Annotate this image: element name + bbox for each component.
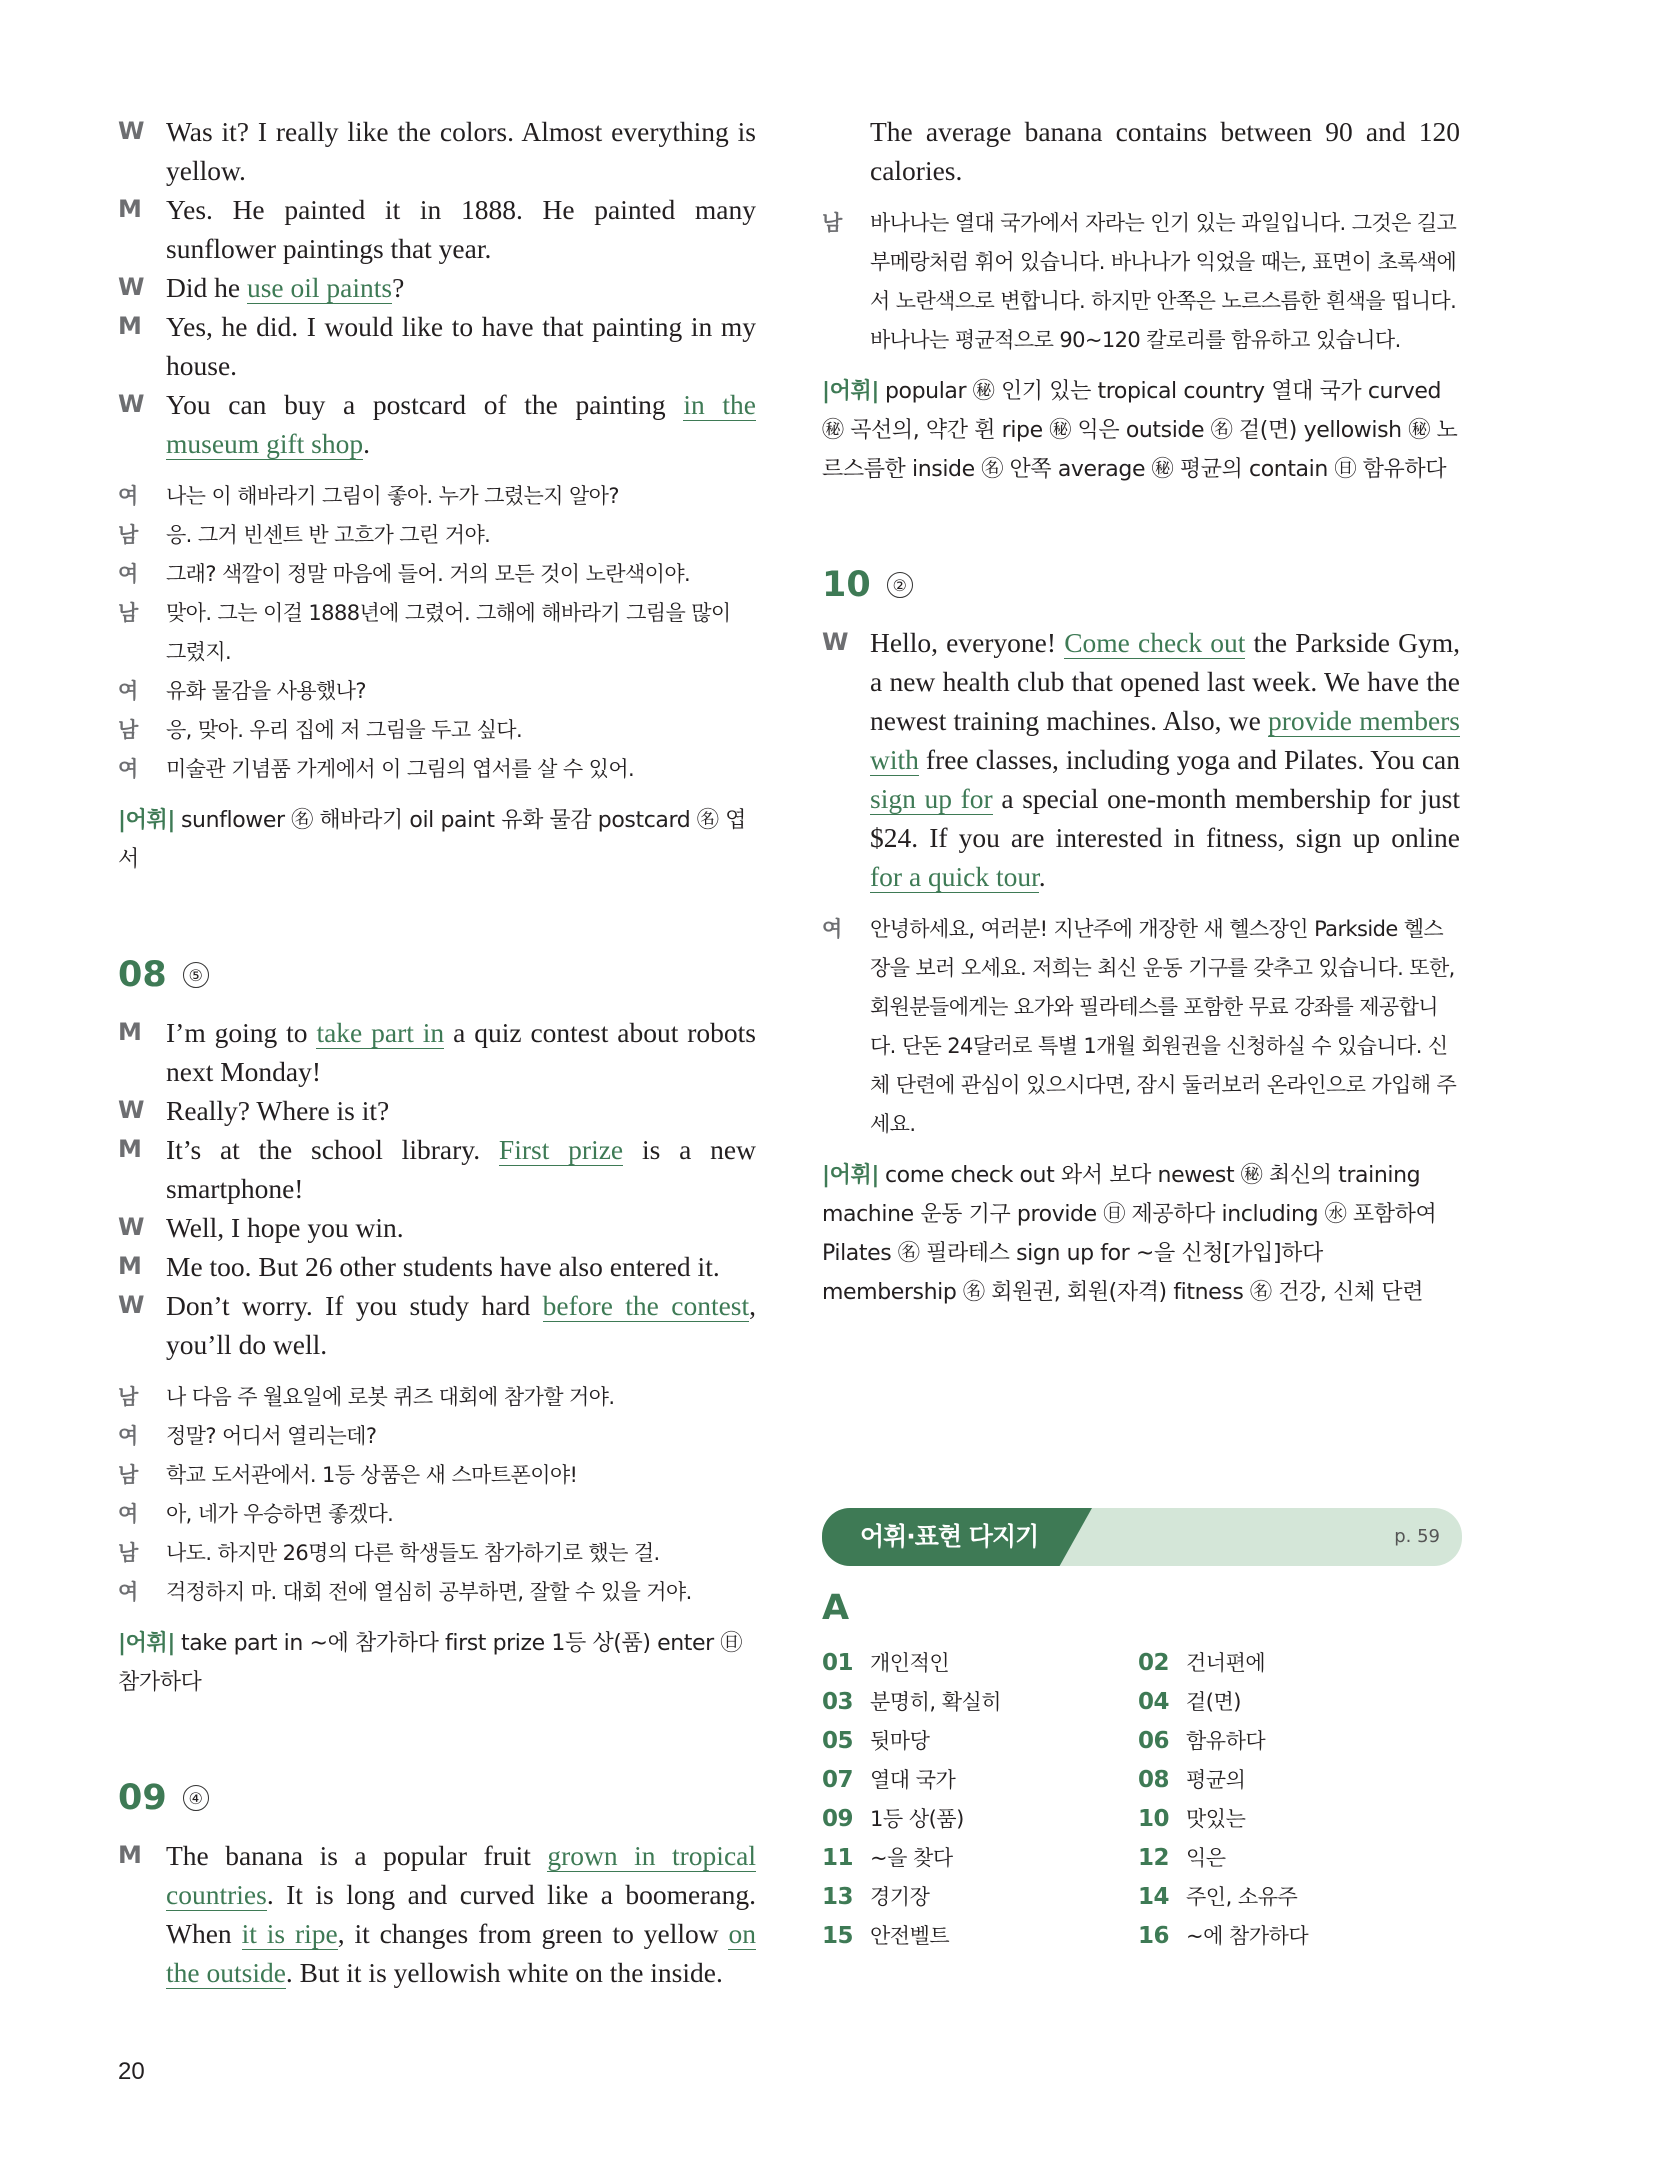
speaker-label: 여 <box>118 757 139 781</box>
text-segment: The average banana contains between 90 and 120 calories. <box>870 116 1460 186</box>
item-text: 주인, 소유주 <box>1186 1885 1298 1909</box>
banner-title: 어휘·표현 다지기 <box>860 1522 1039 1551</box>
speaker-label: M <box>118 1252 142 1280</box>
translation-text: 응, 맞아. 우리 집에 저 그림을 두고 싶다. <box>166 718 523 742</box>
dialog-line <box>118 1208 756 1247</box>
answer-item <box>822 1683 1138 1722</box>
item-number: 14 <box>1138 1884 1170 1910</box>
translation-line <box>118 477 756 516</box>
answer-marker: ② <box>887 572 913 598</box>
answer-item <box>1138 1878 1382 1917</box>
text-segment: a special one-month membership for just $24. If you are interested in fitness, sign up online <box>870 783 1460 853</box>
text-segment: Well, I hope you win. <box>166 1212 404 1243</box>
vocab-tag: |어휘| <box>822 379 879 404</box>
item-text: 함유하다 <box>1186 1729 1266 1753</box>
question-09-header <box>118 1770 756 1826</box>
speaker-label: 남 <box>118 718 139 742</box>
dialog-text <box>870 623 1460 896</box>
item-text: 겉(면) <box>1186 1690 1241 1714</box>
item-number: 13 <box>822 1884 854 1910</box>
speaker-label: W <box>822 628 849 656</box>
question-number: 10 <box>822 565 871 605</box>
item-number: 04 <box>1138 1689 1170 1715</box>
vocab-07 <box>118 801 756 879</box>
dialog-07 <box>118 112 756 463</box>
dialog-text <box>166 1091 756 1130</box>
text-segment: Yes, he did. I would like to have that painting in my house. <box>166 311 756 381</box>
dialog-text <box>166 268 756 307</box>
translation-line <box>118 1417 756 1456</box>
dialog-line <box>118 268 756 307</box>
dialog-text <box>166 1247 756 1286</box>
item-text: 경기장 <box>870 1885 930 1909</box>
answer-item <box>1138 1722 1382 1761</box>
item-text: 익은 <box>1186 1846 1226 1870</box>
item-number: 10 <box>1138 1806 1170 1832</box>
vocab-text: take part in ~에 참가하다 first prize 1등 상(품) enter ㊐ 참가하다 <box>118 1631 742 1695</box>
item-text: 분명히, 확실히 <box>870 1690 1002 1714</box>
vocab-10 <box>822 1156 1460 1312</box>
section-label: A <box>822 1588 850 1628</box>
item-text: ~을 찾다 <box>870 1846 953 1870</box>
translation-08 <box>118 1378 756 1612</box>
speaker-label: M <box>118 1135 142 1163</box>
item-number: 16 <box>1138 1923 1170 1949</box>
speaker-label: 남 <box>118 1463 139 1487</box>
speaker-label: 여 <box>118 1580 139 1604</box>
text-segment: , it changes from green to yellow <box>337 1918 729 1949</box>
speaker-label: 여 <box>118 1502 139 1526</box>
question-10-header <box>822 557 1460 613</box>
text-segment: ? <box>392 272 405 303</box>
speaker-label: 남 <box>822 211 843 235</box>
dialog-text <box>166 1836 756 1992</box>
text-segment: is a new smartphone! <box>166 1134 756 1204</box>
key-expression: it is ripe <box>241 1918 338 1949</box>
item-number: 15 <box>822 1923 854 1949</box>
answer-item <box>822 1839 1138 1878</box>
translation-text: 안녕하세요, 여러분! 지난주에 개장한 새 헬스장인 Parkside 헬스장을 보러 오세요. 저희는 최신 운동 기구를 갖추고 있습니다. 또한, 회원분들에게는 요가와 필라테스를 포함한 무료 강좌를 제공합니다. 단돈 24달러로 특별 1개월 회원권을 신청하실 수 있습니다. 신체 단련에 관심이 있으시다면, 잠시 둘러보러 온라인으로 가입해 주세요. <box>870 917 1457 1136</box>
key-expression: for a quick tour <box>870 861 1039 892</box>
item-text: 맛있는 <box>1186 1807 1246 1831</box>
text-segment: The banana is a popular fruit <box>166 1840 548 1871</box>
translation-text: 나도. 하지만 26명의 다른 학생들도 참가하기로 했는 걸. <box>166 1541 660 1565</box>
answer-item <box>822 1644 1138 1683</box>
item-text: ~에 참가하다 <box>1186 1924 1309 1948</box>
item-number: 12 <box>1138 1845 1170 1871</box>
translation-10 <box>822 910 1460 1144</box>
translation-text: 학교 도서관에서. 1등 상품은 새 스마트폰이야! <box>166 1463 578 1487</box>
translation-text: 유화 물감을 사용했나? <box>166 679 366 703</box>
key-expression: provide members with <box>870 705 1461 775</box>
speaker-label: M <box>118 195 142 223</box>
dialog-text <box>166 190 756 268</box>
dialog-line <box>118 1013 756 1091</box>
translation-line <box>118 711 756 750</box>
item-number: 09 <box>822 1806 854 1832</box>
vocab-text: sunflower ㊔ 해바라기 oil paint 유화 물감 postcard ㊔ 엽서 <box>118 808 746 872</box>
key-expression: grown in tropical countries <box>166 1840 756 1910</box>
speaker-label: W <box>118 390 145 418</box>
dialog-line <box>118 1836 756 1992</box>
dialog-text <box>166 385 756 463</box>
item-number: 06 <box>1138 1728 1170 1754</box>
right-column <box>822 112 1460 1312</box>
vocab-tag: |어휘| <box>118 1631 175 1656</box>
text-segment: . <box>363 428 370 459</box>
item-number: 03 <box>822 1689 854 1715</box>
item-number: 08 <box>1138 1767 1170 1793</box>
text-segment: Hello, everyone! <box>870 627 1065 658</box>
answer-item <box>1138 1644 1382 1683</box>
text-segment: a quiz contest about robots next Monday! <box>166 1017 756 1087</box>
question-number: 08 <box>118 955 167 995</box>
translation-line <box>118 750 756 789</box>
answer-item <box>822 1761 1138 1800</box>
item-text: 뒷마당 <box>870 1729 930 1753</box>
translation-line <box>118 1534 756 1573</box>
answer-item <box>1138 1917 1382 1956</box>
dialog-line <box>118 1247 756 1286</box>
dialog-09 <box>118 1836 756 1992</box>
key-expression: sign up for <box>870 783 993 814</box>
text-segment: free classes, including yoga and Pilates. You can <box>918 744 1460 775</box>
item-text: 안전벨트 <box>870 1924 950 1948</box>
vocab-09 <box>822 372 1460 489</box>
text-segment: . <box>1038 861 1046 892</box>
translation-line <box>118 555 756 594</box>
key-expression: in the museum gift shop <box>166 389 756 459</box>
text-segment: I’m going to <box>166 1017 317 1048</box>
translation-text: 나는 이 해바라기 그림이 좋아. 누가 그렸는지 알아? <box>166 484 619 508</box>
item-text: 건너편에 <box>1186 1651 1266 1675</box>
speaker-label: 여 <box>822 917 843 941</box>
speaker-label: W <box>118 1291 145 1319</box>
dialog-line <box>118 1286 756 1364</box>
key-expression: take part in <box>316 1017 445 1048</box>
text-segment: Did he <box>166 272 247 303</box>
dialog-line <box>822 112 1460 190</box>
translation-text: 바나나는 열대 국가에서 자라는 인기 있는 과일입니다. 그것은 길고 부메랑처럼 휘어 있습니다. 바나나가 익었을 때는, 표면이 초록색에서 노란색으로 변합니다. 하지만 안쪽은 노르스름한 흰색을 띱니다. 바나나는 평균적으로 90~120 칼로리를 함유하고 있습니다. <box>870 211 1457 352</box>
dialog-line <box>118 385 756 463</box>
dialog-line <box>118 1130 756 1208</box>
speaker-label: 남 <box>118 1541 139 1565</box>
speaker-label: 여 <box>118 484 139 508</box>
dialog-line <box>118 190 756 268</box>
item-text: 1등 상(품) <box>870 1807 964 1831</box>
key-expression: Come check out <box>1064 627 1246 658</box>
speaker-label: W <box>118 1213 145 1241</box>
dialog-10 <box>822 623 1460 896</box>
translation-text: 걱정하지 마. 대회 전에 열심히 공부하면, 잘할 수 있을 거야. <box>166 1580 692 1604</box>
text-segment: Don’t worry. If you study hard <box>166 1290 543 1321</box>
item-number: 07 <box>822 1767 854 1793</box>
text-segment: . But it is yellowish white on the inside. <box>285 1957 723 1988</box>
text-segment: . It is long and curved like a boomerang. When <box>166 1879 756 1949</box>
dialog-text <box>166 1286 756 1364</box>
question-08-header <box>118 947 756 1003</box>
translation-text: 그래? 색깔이 정말 마음에 들어. 거의 모든 것이 노란색이야. <box>166 562 691 586</box>
answer-item <box>822 1917 1138 1956</box>
translation-line <box>118 1573 756 1612</box>
answer-marker: ④ <box>183 1785 209 1811</box>
translation-text: 맞아. 그는 이걸 1888년에 그렸어. 그해에 해바라기 그림을 많이 그렸지. <box>166 601 731 664</box>
speaker-label: 여 <box>118 562 139 586</box>
speaker-label: M <box>118 1018 142 1046</box>
answer-marker: ⑤ <box>183 962 209 988</box>
text-segment: Me too. But 26 other students have also entered it. <box>166 1251 720 1282</box>
translation-line <box>118 1495 756 1534</box>
item-number: 02 <box>1138 1650 1170 1676</box>
translation-text: 나 다음 주 월요일에 로봇 퀴즈 대회에 참가할 거야. <box>166 1385 615 1409</box>
speaker-label: 남 <box>118 601 139 625</box>
key-expression: on the outside <box>166 1918 756 1988</box>
dialog-line <box>118 307 756 385</box>
speaker-label: 여 <box>118 1424 139 1448</box>
answer-item <box>1138 1800 1382 1839</box>
vocab-tag: |어휘| <box>118 808 175 833</box>
translation-text: 아, 네가 우승하면 좋겠다. <box>166 1502 394 1526</box>
dialog-08 <box>118 1013 756 1364</box>
dialog-text <box>870 112 1460 190</box>
dialog-text <box>166 1013 756 1091</box>
answer-item <box>822 1878 1138 1917</box>
vocab-08 <box>118 1624 756 1702</box>
translation-text: 응. 그거 빈센트 반 고흐가 그린 거야. <box>166 523 491 547</box>
answer-item <box>822 1722 1138 1761</box>
dialog-line <box>118 1091 756 1130</box>
item-number: 01 <box>822 1650 854 1676</box>
item-number: 05 <box>822 1728 854 1754</box>
translation-07 <box>118 477 756 789</box>
translation-line <box>118 1378 756 1417</box>
translation-line <box>118 594 756 672</box>
answer-item <box>1138 1839 1382 1878</box>
dialog-text <box>166 1208 756 1247</box>
speaker-label: 남 <box>118 1385 139 1409</box>
dialog-text <box>166 1130 756 1208</box>
page-number: 20 <box>118 2058 145 2085</box>
speaker-label: W <box>118 273 145 301</box>
speaker-label: M <box>118 312 142 340</box>
speaker-label: 여 <box>118 679 139 703</box>
text-segment: , you’ll do well. <box>166 1290 757 1360</box>
speaker-label: W <box>118 117 145 145</box>
translation-line <box>118 1456 756 1495</box>
text-segment: You can buy a postcard of the painting <box>166 389 684 420</box>
speaker-label: M <box>118 1841 142 1869</box>
answer-item <box>1138 1683 1382 1722</box>
vocab-text: popular ㊙ 인기 있는 tropical country 열대 국가 curved ㊙ 곡선의, 약간 휜 ripe ㊙ 익은 outside ㊔ 겉(면) yellowish ㊙ 노르스름한 inside ㊔ 안쪽 average ㊙ 평균의 contain ㊐ 함유하다 <box>822 379 1458 482</box>
dialog-line <box>822 623 1460 896</box>
translation-text: 미술관 기념품 가게에서 이 그림의 엽서를 살 수 있어. <box>166 757 635 781</box>
section-banner <box>822 1508 1462 1566</box>
dialog-text <box>166 307 756 385</box>
key-expression: before the contest <box>542 1290 750 1321</box>
answer-item <box>1138 1761 1382 1800</box>
banner-page-ref: p. 59 <box>1394 1526 1440 1547</box>
text-segment: the Parkside Gym, a new health club that opened last week. We have the newest training machines. Also, we <box>870 627 1460 736</box>
item-number: 11 <box>822 1845 854 1871</box>
translation-09 <box>822 204 1460 360</box>
item-text: 평균의 <box>1186 1768 1246 1792</box>
item-text: 열대 국가 <box>870 1768 956 1792</box>
translation-line <box>118 672 756 711</box>
dialog-line <box>118 112 756 190</box>
speaker-label: 남 <box>118 523 139 547</box>
answer-grid <box>822 1644 1382 1956</box>
dialog-09-continued <box>822 112 1460 190</box>
text-segment: Yes. He painted it in 1888. He painted many sunflower paintings that year. <box>166 194 756 264</box>
item-text: 개인적인 <box>870 1651 950 1675</box>
key-expression: First prize <box>498 1134 624 1165</box>
text-segment: It’s at the school library. <box>166 1134 499 1165</box>
question-number: 09 <box>118 1778 167 1818</box>
left-column <box>118 112 756 1992</box>
dialog-text <box>166 112 756 190</box>
translation-line <box>822 204 1460 360</box>
translation-line <box>118 516 756 555</box>
vocab-text: come check out 와서 보다 newest ㊙ 최신의 training machine 운동 기구 provide ㊐ 제공하다 including ㊌ 포함하여 Pilates ㊔ 필라테스 sign up for ~을 신청[가입]하다 membership ㊔ 회원권, 회원(자격) fitness ㊔ 건강, 신체 단련 <box>822 1163 1437 1305</box>
translation-text: 정말? 어디서 열리는데? <box>166 1424 377 1448</box>
key-expression: use oil paints <box>246 272 393 303</box>
answer-item <box>822 1800 1138 1839</box>
vocab-tag: |어휘| <box>822 1163 879 1188</box>
text-segment: Was it? I really like the colors. Almost everything is yellow. <box>166 116 756 186</box>
speaker-label: W <box>118 1096 145 1124</box>
translation-line <box>822 910 1460 1144</box>
text-segment: Really? Where is it? <box>166 1095 390 1126</box>
